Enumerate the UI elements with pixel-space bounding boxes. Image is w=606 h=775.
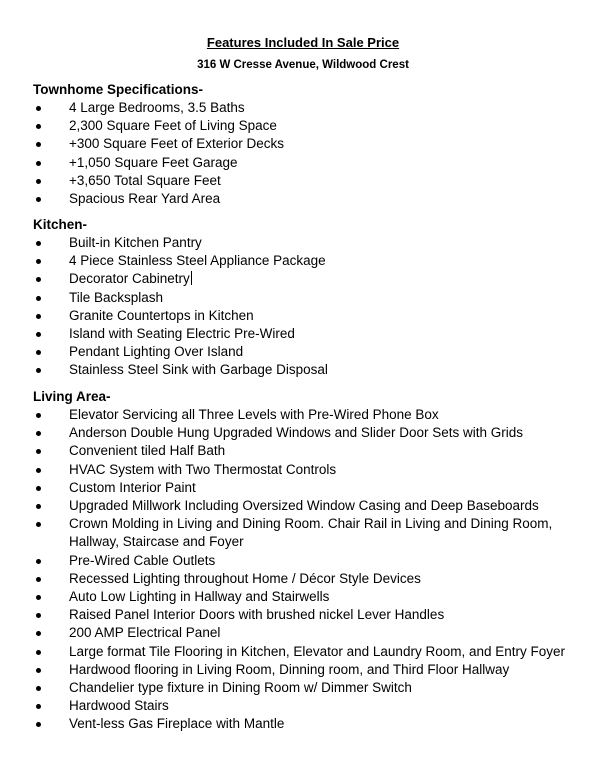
feature-list — [33, 406, 593, 734]
list-item — [33, 117, 593, 135]
list-item-text: Chandelier type fixture in Dining Room w/ Dimmer Switch — [69, 680, 412, 696]
list-item-text: 4 Large Bedrooms, 3.5 Baths — [69, 100, 245, 115]
list-item-text: Granite Countertops in Kitchen — [69, 307, 254, 323]
list-item-text: Pre-Wired Cable Outlets — [69, 552, 216, 568]
bullet-icon — [36, 595, 41, 600]
list-item-text: Recessed Lighting throughout Home / Décor Style Devices — [69, 570, 421, 586]
bullet-icon — [36, 161, 41, 166]
list-item-text: 4 Piece Stainless Steel Appliance Package — [69, 253, 326, 269]
list-item — [33, 172, 593, 190]
list-item — [33, 697, 593, 715]
section-kitchen — [33, 216, 593, 380]
list-item — [33, 307, 593, 325]
text-cursor — [191, 271, 192, 285]
feature-list — [33, 234, 593, 380]
list-item — [33, 252, 593, 270]
bullet-icon — [36, 314, 41, 319]
list-item — [33, 442, 593, 460]
list-item-text: Large format Tile Flooring in Kitchen, Elevator and Laundry Room, and Entry Foyer — [69, 643, 565, 659]
bullet-icon — [36, 350, 41, 355]
bullet-icon — [36, 296, 41, 301]
bullet-icon — [36, 368, 41, 373]
list-item — [33, 552, 593, 570]
bullet-icon — [36, 179, 41, 184]
bullet-icon — [36, 259, 41, 264]
list-item — [33, 624, 593, 642]
list-item-text: Spacious Rear Yard Area — [69, 191, 221, 207]
section-living-area — [33, 388, 593, 734]
list-item-text: Vent-less Gas Fireplace with Mantle — [69, 716, 285, 732]
bullet-icon — [36, 241, 41, 246]
list-item-text: Built-in Kitchen Pantry — [69, 235, 202, 250]
feature-list — [33, 99, 593, 208]
list-item — [33, 270, 593, 288]
list-item-text: Elevator Servicing all Three Levels with Pre-Wired Phone Box — [69, 407, 439, 422]
list-item-text: Decorator Cabinetry — [69, 271, 190, 287]
bullet-icon — [36, 577, 41, 582]
list-item-text: Auto Low Lighting in Hallway and Stairwells — [69, 589, 330, 605]
bullet-icon — [36, 124, 41, 129]
bullet-icon — [36, 668, 41, 673]
bullet-icon — [36, 686, 41, 691]
list-item — [33, 154, 593, 172]
list-item — [33, 99, 593, 117]
list-item-text: Hardwood Stairs — [69, 698, 169, 714]
list-item-text: Island with Seating Electric Pre-Wired — [69, 326, 295, 342]
document-title: Features Included In Sale Price — [206, 35, 400, 50]
list-item-text: HVAC System with Two Thermostat Controls — [69, 461, 337, 477]
list-item — [33, 479, 593, 497]
list-item-text: +1,050 Square Feet Garage — [69, 154, 238, 170]
bullet-icon — [36, 106, 41, 111]
list-item-text: Tile Backsplash — [69, 289, 164, 305]
list-item-text: Crown Molding in Living and Dining Room. Chair Rail in Living and Dining Room, Hallway, Staircase and Foyer — [69, 516, 553, 550]
bullet-icon — [36, 449, 41, 454]
list-item-text: Stainless Steel Sink with Garbage Disposal — [69, 362, 328, 378]
list-item-text: Hardwood flooring in Living Room, Dinning room, and Third Floor Hallway — [69, 661, 510, 677]
list-item — [33, 234, 593, 252]
list-item — [33, 679, 593, 697]
list-item — [33, 325, 593, 343]
list-item-text: Convenient tiled Half Bath — [69, 443, 226, 459]
list-item — [33, 289, 593, 307]
bullet-icon — [36, 522, 41, 527]
list-item-text: 200 AMP Electrical Panel — [69, 625, 221, 641]
list-item-text: 2,300 Square Feet of Living Space — [69, 118, 277, 134]
bullet-icon — [36, 413, 41, 418]
bullet-icon — [36, 197, 41, 202]
section-heading: Living Area- — [33, 389, 111, 404]
list-item — [33, 570, 593, 588]
bullet-icon — [36, 704, 41, 709]
bullet-icon — [36, 504, 41, 509]
bullet-icon — [36, 613, 41, 618]
list-item — [33, 606, 593, 624]
list-item-text: Pendant Lighting Over Island — [69, 344, 244, 360]
list-item — [33, 406, 593, 424]
list-item-text: +3,650 Total Square Feet — [69, 172, 221, 188]
list-item-text: +300 Square Feet of Exterior Decks — [69, 136, 284, 152]
list-item — [33, 515, 593, 551]
bullet-icon — [36, 722, 41, 727]
bullet-icon — [36, 431, 41, 436]
list-item — [33, 343, 593, 361]
list-item — [33, 424, 593, 442]
list-item — [33, 461, 593, 479]
list-item — [33, 497, 593, 515]
list-item — [33, 361, 593, 379]
list-item-text: Custom Interior Paint — [69, 479, 196, 495]
section-heading: Kitchen- — [33, 217, 87, 232]
list-item-text: Anderson Double Hung Upgraded Windows and Slider Door Sets with Grids — [69, 425, 523, 441]
list-item-text: Raised Panel Interior Doors with brushed nickel Lever Handles — [69, 607, 445, 623]
bullet-icon — [36, 650, 41, 655]
bullet-icon — [36, 559, 41, 564]
section-townhome-specifications — [33, 81, 593, 208]
property-address: 316 W Cresse Avenue, Wildwood Crest — [197, 59, 409, 71]
list-item-text: Upgraded Millwork Including Oversized Window Casing and Deep Baseboards — [69, 498, 539, 514]
bullet-icon — [36, 486, 41, 491]
bullet-icon — [36, 468, 41, 473]
list-item — [33, 588, 593, 606]
list-item — [33, 643, 593, 661]
list-item — [33, 715, 593, 733]
bullet-icon — [36, 142, 41, 147]
bullet-icon — [36, 332, 41, 337]
list-item — [33, 190, 593, 208]
bullet-icon — [36, 277, 41, 282]
section-heading: Townhome Specifications- — [33, 82, 204, 97]
list-item — [33, 135, 593, 153]
bullet-icon — [36, 631, 41, 636]
list-item — [33, 661, 593, 679]
